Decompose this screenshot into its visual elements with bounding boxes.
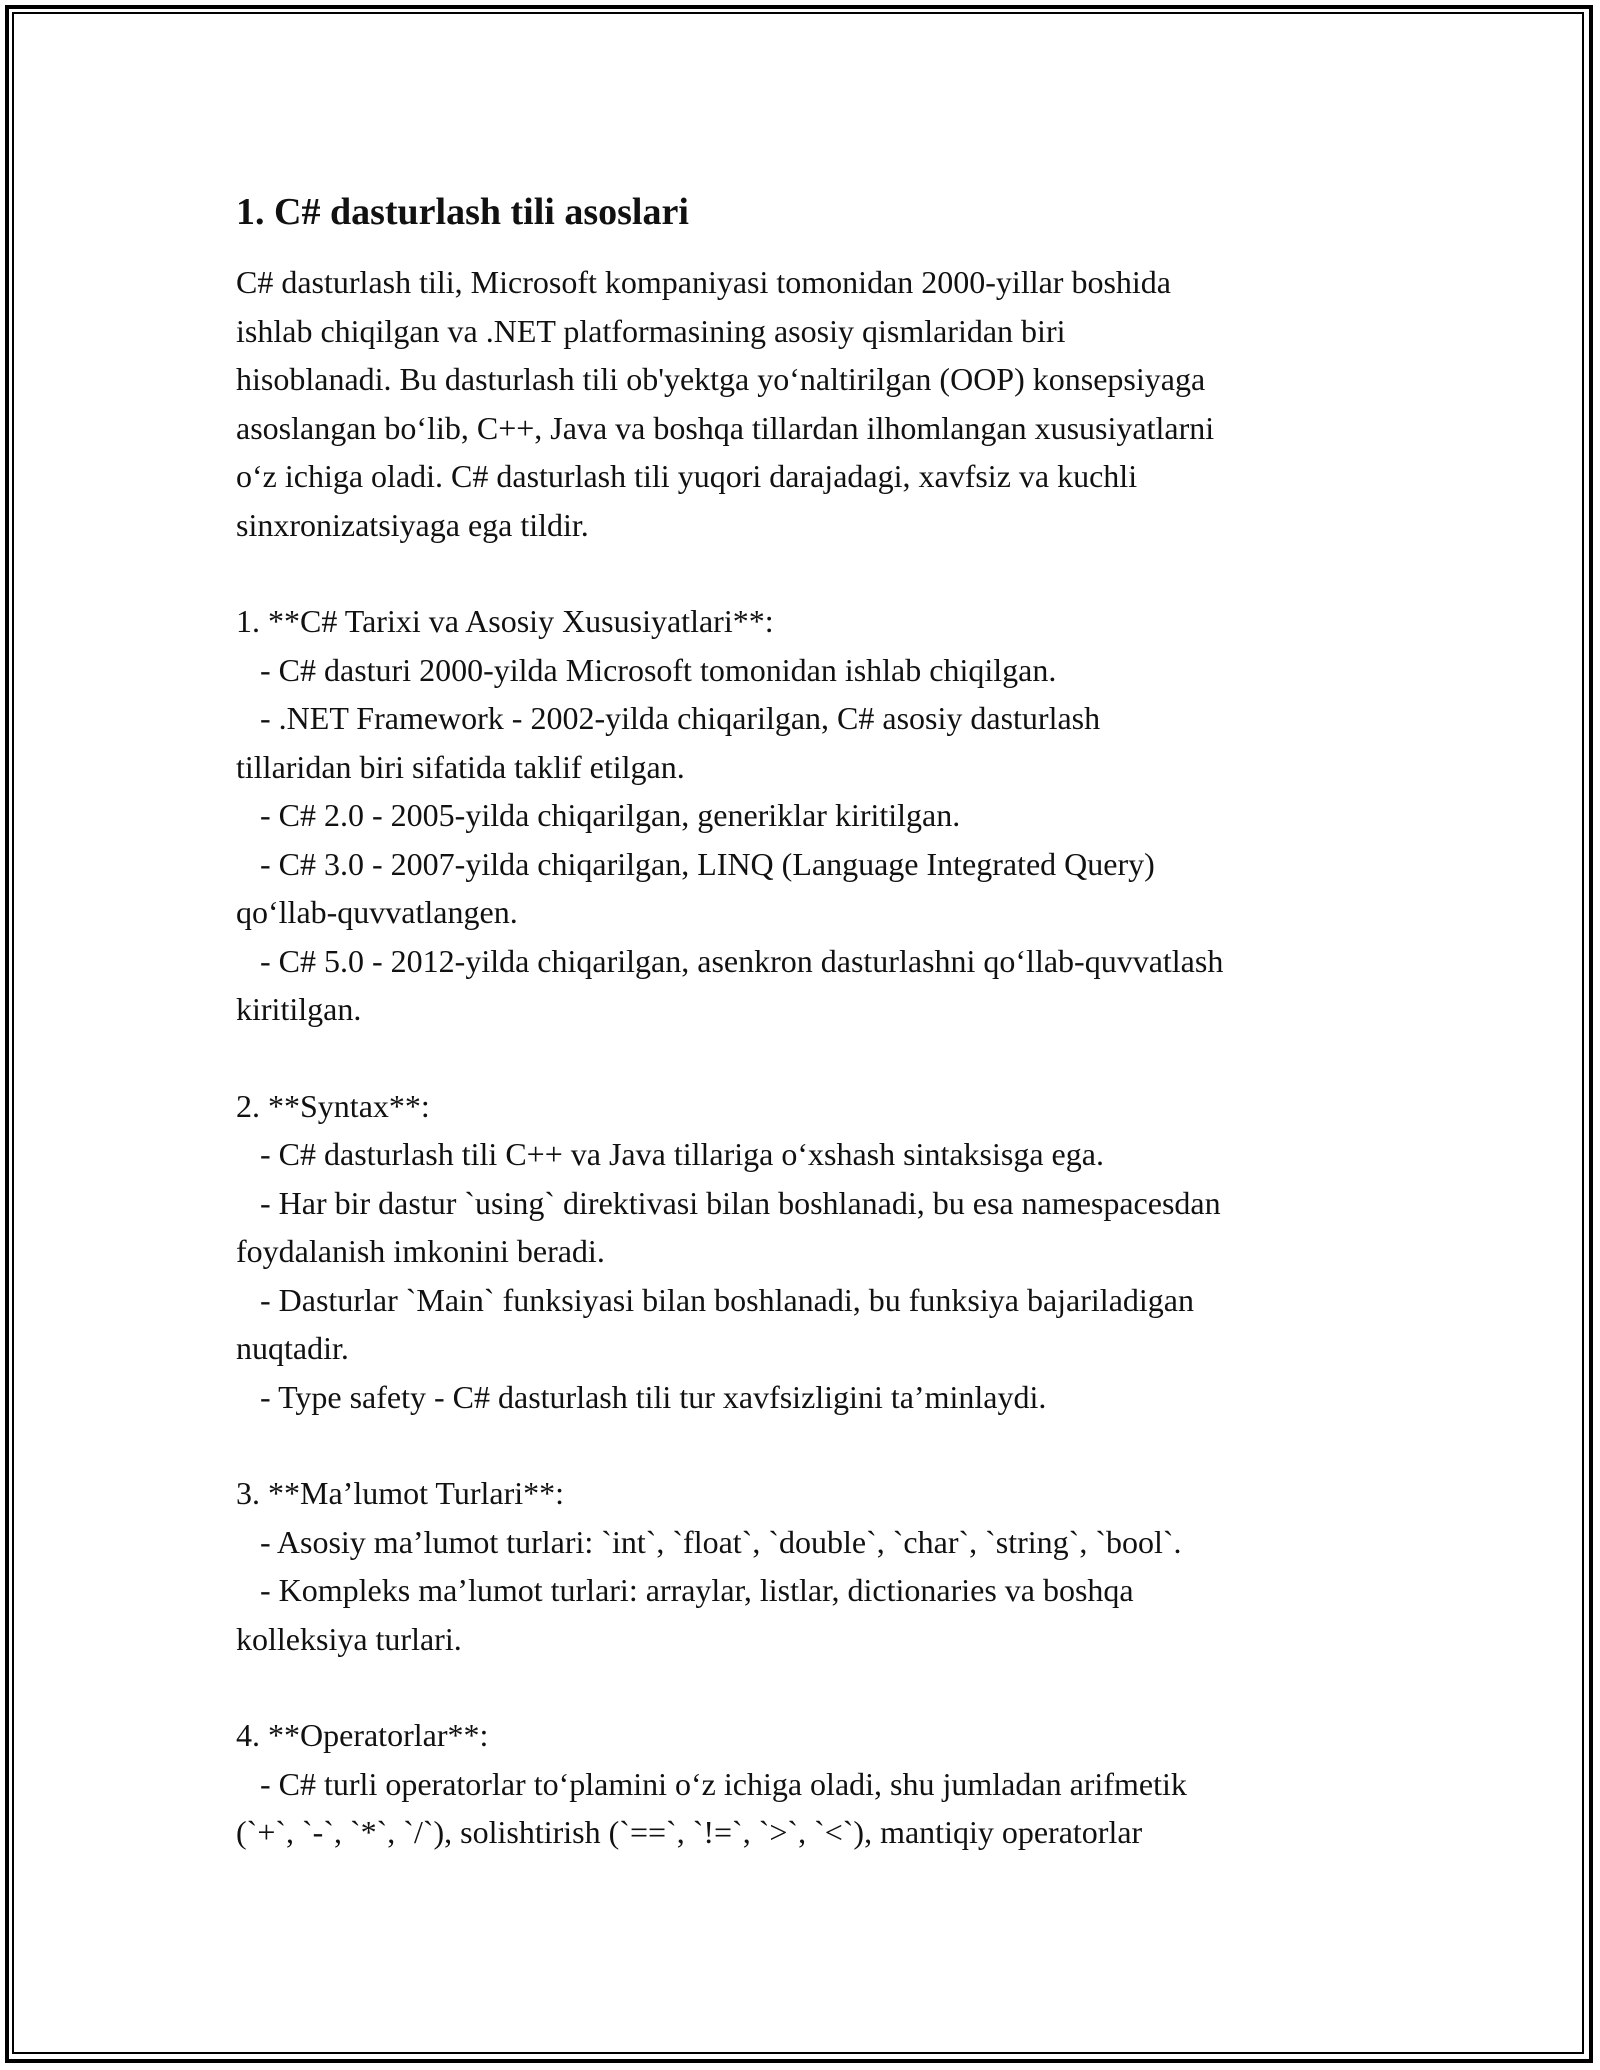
section-line: tillaridan biri sifatida taklif etilgan. bbox=[236, 748, 685, 785]
intro-line: hisoblanadi. Bu dasturlash tili ob'yektga yo‘naltirilgan (OOP) konsepsiyaga bbox=[236, 361, 1206, 397]
section-line: foydalanish imkonini beradi. bbox=[236, 1233, 605, 1269]
section-title: 3. **Ma’lumot Turlari**: bbox=[236, 1475, 565, 1511]
section-line: - C# 2.0 - 2005-yilda chiqarilgan, generiklar kiritilgan. bbox=[236, 797, 961, 833]
section-line: - Asosiy ma’lumot turlari: `int`, `float`, `double`, `char`, `string`, `bool`. bbox=[236, 1523, 1182, 1560]
page-title: 1. C# dasturlash tili asoslari bbox=[236, 191, 689, 233]
intro-line: asoslangan bo‘lib, C++, Java va boshqa tillardan ilhomlangan xususiyatlarni bbox=[236, 409, 1215, 446]
section-operators bbox=[236, 1711, 1376, 1857]
section-syntax bbox=[236, 1082, 1376, 1422]
intro-line: ishlab chiqilgan va .NET platformasining asosiy qismlaridan biri bbox=[236, 312, 1066, 349]
section-line: kolleksiya turlari. bbox=[236, 1620, 462, 1657]
section-line: nuqtadir. bbox=[236, 1330, 349, 1366]
section-data-types bbox=[236, 1469, 1376, 1663]
section-title: 1. **C# Tarixi va Asosiy Xususiyatlari**: bbox=[236, 603, 774, 639]
document-body bbox=[236, 188, 1376, 1857]
section-line: - C# 5.0 - 2012-yilda chiqarilgan, asenkron dasturlashni qo‘llab-quvvatlash bbox=[236, 942, 1224, 979]
section-line: kiritilgan. bbox=[236, 991, 362, 1027]
section-line: - C# turli operatorlar to‘plamini o‘z ichiga oladi, shu jumladan arifmetik bbox=[236, 1765, 1187, 1802]
section-line: - .NET Framework - 2002-yilda chiqarilgan, C# asosiy dasturlash bbox=[236, 700, 1101, 736]
section-line: - Kompleks ma’lumot turlari: arraylar, listlar, dictionaries va boshqa bbox=[236, 1572, 1134, 1608]
section-line: - C# 3.0 - 2007-yilda chiqarilgan, LINQ (Language Integrated Query) bbox=[236, 845, 1155, 882]
section-line: - C# dasturlash tili C++ va Java tillariga o‘xshash sintaksisga ega. bbox=[236, 1136, 1104, 1172]
section-line: - Dasturlar `Main` funksiyasi bilan boshlanadi, bu funksiya bajariladigan bbox=[236, 1281, 1194, 1318]
intro-line: o‘z ichiga oladi. C# dasturlash tili yuqori darajadagi, xavfsiz va kuchli bbox=[236, 458, 1138, 494]
section-history bbox=[236, 597, 1376, 1034]
section-title: 2. **Syntax**: bbox=[236, 1087, 430, 1124]
section-line: - Type safety - C# dasturlash tili tur xavfsizligini ta’minlaydi. bbox=[236, 1378, 1047, 1415]
section-line: (`+`, `-`, `*`, `/`), solishtirish (`==`, `!=`, `>`, `<`), mantiqiy operatorlar bbox=[236, 1814, 1143, 1850]
intro-line: sinxronizatsiyaga ega tildir. bbox=[236, 506, 589, 543]
intro-paragraph bbox=[236, 258, 1376, 549]
section-line: - C# dasturi 2000-yilda Microsoft tomonidan ishlab chiqilgan. bbox=[236, 651, 1057, 688]
section-title: 4. **Operatorlar**: bbox=[236, 1717, 489, 1753]
section-line: - Har bir dastur `using` direktivasi bilan boshlanadi, bu esa namespacesdan bbox=[236, 1184, 1221, 1221]
section-line: qo‘llab-quvvatlangen. bbox=[236, 894, 518, 930]
intro-line: C# dasturlash tili, Microsoft kompaniyasi tomonidan 2000-yillar boshida bbox=[236, 264, 1171, 300]
